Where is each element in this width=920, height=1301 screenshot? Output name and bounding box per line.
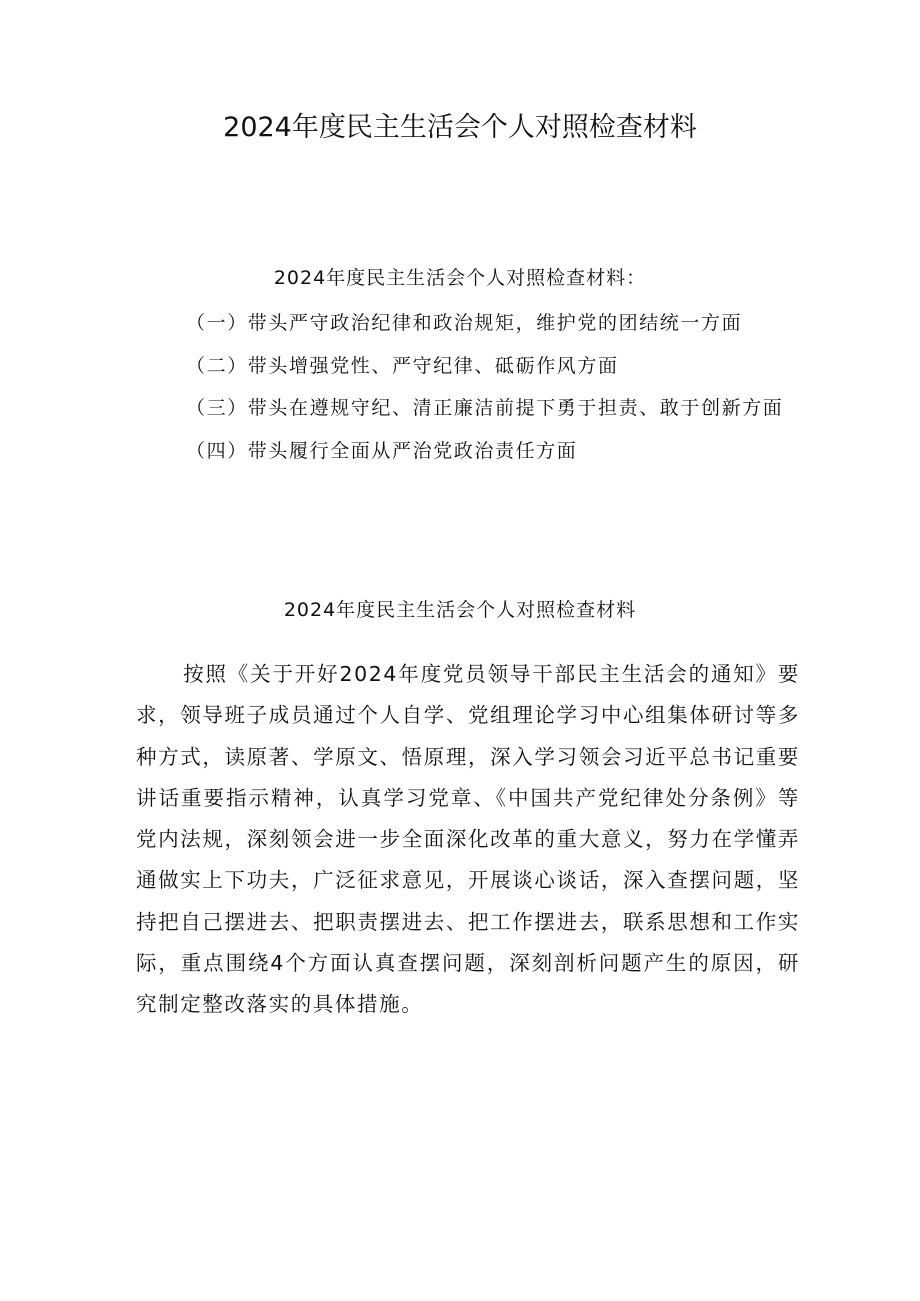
body-paragraph: 按照《关于开好2024年度党员领导干部民主生活会的通知》要求，领导班子成员通过个人自学、党组理论学习中心组集体研讨等多种方式，读原著、学原文、悟原理，深入学习领会习近平总书记重要讲话重要指示精神，认真学习党章、《中国共产党纪律处分条例》等党内法规，深刻领会进一步全面深化改革的重大意义，努力在学懂弄通做实上下功夫，广泛征求意见，开展谈心谈话，深入查摆问题，坚持把自己摆进去、把职责摆进去、把工作摆进去，联系思想和工作实际，重点围绕4个方面认真查摆问题，深刻剖析问题产生的原因，研究制定整改落实的具体措施。 <box>136 662 800 1017</box>
toc-item-4: （四）带头履行全面从严治党政治责任方面 <box>186 439 578 462</box>
toc-item-2: （二）带头增强党性、严守纪律、砥砺作风方面 <box>186 354 619 377</box>
toc-item-1: （一）带头严守政治纪律和政治规矩，维护党的团结统一方面 <box>186 312 743 334</box>
toc-item-3: （三）带头在遵规守纪、清正廉洁前提下勇于担责、敢于创新方面 <box>186 397 784 419</box>
document-title: 2024年度民主生活会个人对照检查材料 <box>223 112 697 143</box>
section-heading: 2024年度民主生活会个人对照检查材料 <box>283 599 637 621</box>
toc-heading: 2024年度民主生活会个人对照检查材料： <box>273 267 647 289</box>
toc-list <box>186 302 783 472</box>
